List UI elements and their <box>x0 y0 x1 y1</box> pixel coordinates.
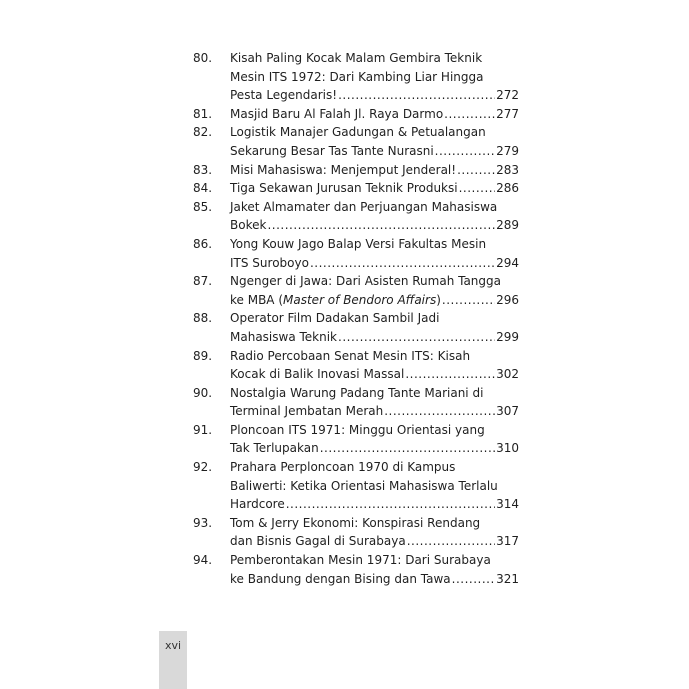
entry-page: 307 <box>496 404 519 419</box>
entry-page: 294 <box>496 255 519 270</box>
entry-title-line: Baliwerti: Ketika Orientasi Mahasiswa Terlalu <box>230 478 498 493</box>
toc-entry-88 <box>193 309 519 346</box>
page-number-tab <box>159 631 187 689</box>
entry-title-line: Tiga Sekawan Jurusan Teknik Produksi <box>230 181 458 196</box>
toc-entry-86 <box>193 235 519 272</box>
toc-entry-92 <box>193 458 519 514</box>
entry-page: 289 <box>496 218 519 233</box>
entry-title-line: Kisah Paling Kocak Malam Gembira Teknik <box>230 51 483 65</box>
entry-number: 80. <box>193 51 213 65</box>
dot-leader <box>435 142 495 161</box>
toc-entry-93 <box>193 514 519 551</box>
entry-number: 82. <box>193 125 213 140</box>
entry-title-line: ke Bandung dengan Bising dan Tawa <box>230 571 451 586</box>
entry-page: 296 <box>496 292 519 307</box>
toc-entry-87 <box>193 272 519 309</box>
entry-page: 272 <box>496 88 519 103</box>
entry-number: 92. <box>193 460 213 475</box>
entry-title-line: Yong Kouw Jago Balap Versi Fakultas Mesin <box>230 236 487 251</box>
dot-leader <box>286 495 495 514</box>
entry-number: 85. <box>193 199 213 214</box>
entry-page: 286 <box>496 181 519 196</box>
entry-number: 86. <box>193 236 213 251</box>
entry-title-line: Pesta Legendaris! <box>230 88 338 103</box>
entry-number: 91. <box>193 422 213 437</box>
entry-page: 321 <box>496 571 519 586</box>
table-of-contents <box>193 49 519 588</box>
dot-leader <box>405 365 495 384</box>
entry-page: 277 <box>496 106 519 121</box>
toc-entry-90 <box>193 384 519 421</box>
entry-title-line: Radio Percobaan Senat Mesin ITS: Kisah <box>230 348 471 363</box>
entry-number: 84. <box>193 181 213 196</box>
entry-number: 94. <box>193 553 213 568</box>
dot-leader <box>407 532 495 551</box>
entry-title-line: Terminal Jembatan Merah <box>230 404 384 419</box>
dot-leader <box>338 328 495 347</box>
dot-leader <box>267 216 495 235</box>
entry-number: 83. <box>193 162 213 177</box>
entry-title-line: Mahasiswa Teknik <box>230 329 337 344</box>
dot-leader <box>338 86 495 105</box>
toc-entry-81 <box>193 105 519 124</box>
toc-entry-85 <box>193 198 519 235</box>
entry-number: 93. <box>193 515 213 530</box>
entry-title-line: ITS Suroboyo <box>230 255 309 270</box>
entry-title-line: Logistik Manajer Gadungan & Petualangan <box>230 125 486 140</box>
entry-title-line: Mesin ITS 1972: Dari Kambing Liar Hingga <box>230 69 484 84</box>
entry-number: 90. <box>193 385 213 400</box>
entry-page: 317 <box>496 534 519 549</box>
entry-page: 283 <box>496 162 519 177</box>
entry-title-line: Hardcore <box>230 497 285 512</box>
toc-entry-89 <box>193 347 519 384</box>
entry-page: 279 <box>496 143 519 158</box>
entry-title-line: Ploncoan ITS 1971: Minggu Orientasi yang <box>230 422 485 437</box>
entry-title-line: Misi Mahasiswa: Menjemput Jenderal! <box>230 162 457 177</box>
entry-title-line: Masjid Baru Al Falah Jl. Raya Darmo <box>230 106 444 121</box>
toc-entry-94 <box>193 551 519 588</box>
entry-title-line: dan Bisnis Gagal di Surabaya <box>230 534 406 549</box>
toc-entry-82 <box>193 123 519 160</box>
entry-number: 87. <box>193 274 213 289</box>
entry-number: 81. <box>193 106 213 121</box>
entry-page: 302 <box>496 367 519 382</box>
entry-title-line: Pemberontakan Mesin 1971: Dari Surabaya <box>230 553 491 568</box>
dot-leader <box>444 105 495 124</box>
toc-entry-83 <box>193 161 519 180</box>
entry-title-line: ke MBA (Master of Bendoro Affairs) <box>230 292 441 307</box>
entry-title-line: Tak Terlupakan <box>230 441 319 456</box>
toc-entry-80 <box>193 49 519 105</box>
entry-title-line: Prahara Perploncoan 1970 di Kampus <box>230 460 456 475</box>
entry-page: 299 <box>496 329 519 344</box>
dot-leader <box>310 254 495 273</box>
entry-page: 314 <box>496 497 519 512</box>
dot-leader <box>442 291 495 310</box>
entry-title-line: Jaket Almamater dan Perjuangan Mahasiswa <box>230 199 498 214</box>
page-number: xvi <box>165 639 182 652</box>
entry-title-line: Tom & Jerry Ekonomi: Konspirasi Rendang <box>230 515 481 530</box>
dot-leader <box>384 402 495 421</box>
toc-entry-91 <box>193 421 519 458</box>
entry-number: 88. <box>193 311 213 326</box>
entry-title-line: Operator Film Dadakan Sambil Jadi <box>230 311 440 326</box>
dot-leader <box>452 570 495 589</box>
entry-title-line: Sekarung Besar Tas Tante Nurasni <box>230 143 434 158</box>
entry-title-line: Bokek <box>230 218 267 233</box>
entry-page: 310 <box>496 441 519 456</box>
entry-title-line: Nostalgia Warung Padang Tante Mariani di <box>230 385 484 400</box>
italic-title: Master of Bendoro Affairs <box>283 292 437 307</box>
entry-title-line: Ngenger di Jawa: Dari Asisten Rumah Tangga <box>230 274 502 289</box>
dot-leader <box>457 161 495 180</box>
dot-leader <box>320 439 495 458</box>
toc-entry-84 <box>193 179 519 198</box>
dot-leader <box>459 179 496 198</box>
entry-number: 89. <box>193 348 213 363</box>
entry-title-line: Kocak di Balik Inovasi Massal <box>230 367 405 382</box>
